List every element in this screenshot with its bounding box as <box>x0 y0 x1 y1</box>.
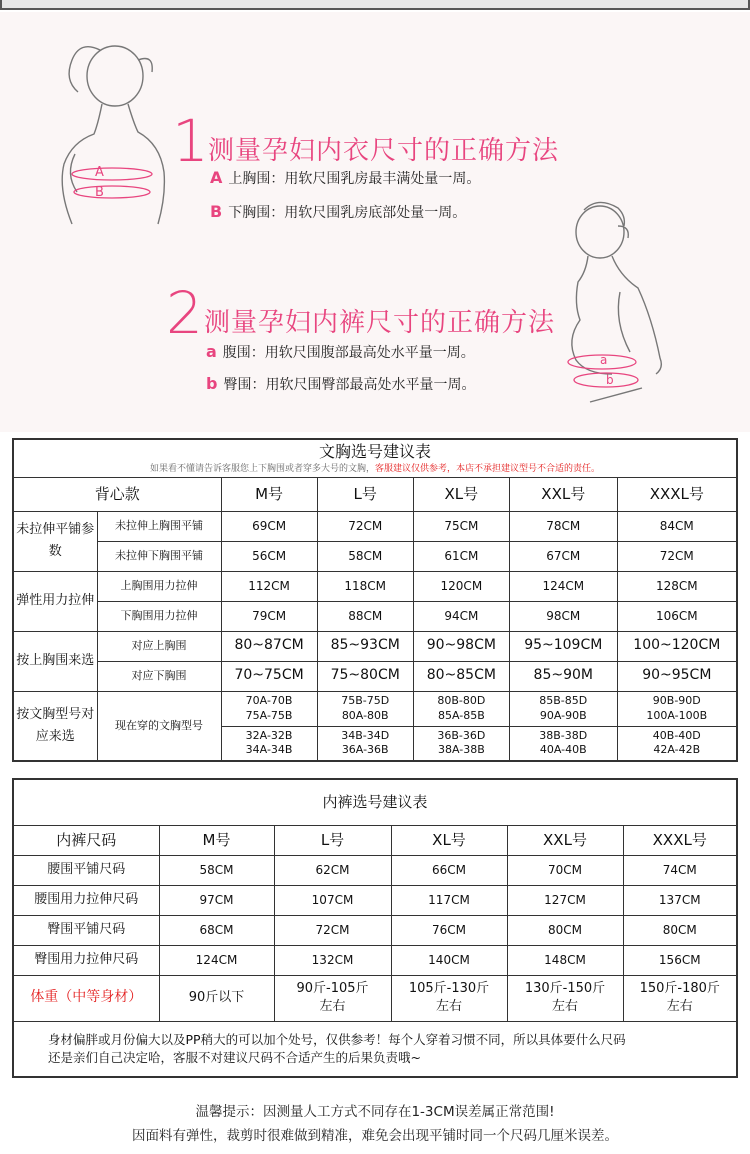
brief-cell: 72CM <box>274 915 391 945</box>
weight-approx: 左右 <box>666 999 693 1014</box>
step2-text-a: 腹围：用软尺围腹部最高处水平量一周。 <box>222 345 475 361</box>
bra-cell: 118CM <box>317 571 413 601</box>
step1-text-b: 下胸围：用软尺围乳房底部处量一周。 <box>228 205 467 221</box>
bra-cell <box>617 691 737 726</box>
brief-cell: 62CM <box>274 855 391 885</box>
bust-measurement-illustration <box>40 34 190 244</box>
bra-cell: 56CM <box>221 541 317 571</box>
bra-cell: 128CM <box>617 571 737 601</box>
bra-size-header: L号 <box>317 477 413 511</box>
cup-range: 100A-100B <box>646 708 708 722</box>
fig1-label-a: A <box>95 165 104 180</box>
brief-table-title: 内裤选号建议表 <box>13 779 737 825</box>
bra-cell: 85~90M <box>509 661 617 691</box>
weight-range: 130斤-150斤 <box>524 981 606 997</box>
bra-cell: 120CM <box>413 571 509 601</box>
weight-cell <box>391 975 507 1021</box>
bra-row-label: 对应下胸围 <box>97 661 221 691</box>
bra-cell: 112CM <box>221 571 317 601</box>
bra-group-label: 按文胸型号对应来选 <box>13 691 97 761</box>
step2-line-a <box>206 342 475 362</box>
bra-cell: 58CM <box>317 541 413 571</box>
cup-range: 85B-85D <box>539 694 588 708</box>
step2-title: 测量孕妇内裤尺寸的正确方法 <box>204 308 556 338</box>
step1-title: 测量孕妇内衣尺寸的正确方法 <box>208 136 560 166</box>
bra-cell: 80~87CM <box>221 631 317 661</box>
bra-size-header: M号 <box>221 477 317 511</box>
tip-line-2: 因面料有弹性，裁剪时很难做到精准，难免会出现平铺时同一个尺码几厘米误差。 <box>132 1128 618 1144</box>
bra-row-label: 未拉伸下胸围平铺 <box>97 541 221 571</box>
bra-cell: 85~93CM <box>317 631 413 661</box>
bra-row-label: 对应上胸围 <box>97 631 221 661</box>
brief-cell: 66CM <box>391 855 507 885</box>
cup-range: 36B-36D <box>437 728 486 742</box>
bra-cell: 106CM <box>617 601 737 631</box>
weight-range: 150斤-180斤 <box>639 981 720 997</box>
bra-cell <box>413 691 509 726</box>
step2-mark-b: b <box>206 374 218 393</box>
brief-size-label: 内裤尺码 <box>13 825 159 855</box>
cup-range: 80A-80B <box>341 708 389 722</box>
measurement-guide <box>0 12 750 432</box>
cup-range: 34A-34B <box>245 743 293 757</box>
cup-range: 34B-34D <box>341 728 390 742</box>
brief-cell: 80CM <box>623 915 737 945</box>
brief-cell: 68CM <box>159 915 274 945</box>
weight-range: 90斤以下 <box>188 990 245 1006</box>
belly-measurement-illustration <box>560 192 680 427</box>
cup-range: 40A-40B <box>539 743 587 757</box>
bra-cell: 90~98CM <box>413 631 509 661</box>
bra-cell <box>509 726 617 761</box>
bra-row-label: 现在穿的文胸型号 <box>97 691 221 761</box>
bra-cell <box>221 691 317 726</box>
weight-approx: 左右 <box>435 999 462 1014</box>
bra-cell <box>509 691 617 726</box>
weight-cell <box>623 975 737 1021</box>
cup-range: 85A-85B <box>437 708 485 722</box>
tip-line-1: 温馨提示：因测量人工方式不同存在1-3CM误差属正常范围! <box>195 1104 555 1120</box>
weight-cell <box>507 975 623 1021</box>
brief-size-table <box>12 778 738 1078</box>
bra-group-label: 弹性用力拉伸 <box>13 571 97 631</box>
bra-cell: 75~80CM <box>317 661 413 691</box>
bra-cell: 90~95CM <box>617 661 737 691</box>
weight-approx: 左右 <box>319 999 346 1014</box>
brief-table-note <box>13 1021 737 1077</box>
cup-range: 38A-38B <box>437 743 485 757</box>
weight-cell <box>274 975 391 1021</box>
bra-size-header: XXXL号 <box>617 477 737 511</box>
bra-subtitle-plain: 如果看不懂请告诉客服您上下胸围或者穿多大号的文胸， <box>149 464 375 475</box>
bra-cell: 84CM <box>617 511 737 541</box>
brief-cell: 76CM <box>391 915 507 945</box>
cup-range: 80B-80D <box>437 694 486 708</box>
cup-range: 40B-40D <box>652 728 701 742</box>
weight-cell <box>159 975 274 1021</box>
step1-number: 1 <box>172 107 209 175</box>
brief-cell: 58CM <box>159 855 274 885</box>
cup-range: 90B-90D <box>652 694 701 708</box>
cup-range: 70A-70B <box>245 694 293 708</box>
bra-cell <box>413 726 509 761</box>
cup-range: 38B-38D <box>539 728 588 742</box>
brief-cell: 124CM <box>159 945 274 975</box>
fig1-label-b: B <box>95 185 104 200</box>
cup-range: 36A-36B <box>341 743 389 757</box>
brief-cell: 97CM <box>159 885 274 915</box>
step1-text-a: 上胸围：用软尺围乳房最丰满处量一周。 <box>228 171 481 187</box>
bra-row-label: 未拉伸上胸围平铺 <box>97 511 221 541</box>
bra-group-label: 未拉伸平铺参数 <box>13 511 97 571</box>
note-line-1: 身材偏胖或月份偏大以及PP稍大的可以加个处号，仅供参考！每个人穿着习惯不同，所以具体要什么尺码 <box>48 1031 626 1047</box>
bra-cell: 72CM <box>617 541 737 571</box>
step1-mark-a: A <box>210 168 223 187</box>
bra-cell: 94CM <box>413 601 509 631</box>
bra-cell: 88CM <box>317 601 413 631</box>
bra-size-header: XL号 <box>413 477 509 511</box>
step1-line-b <box>210 202 466 222</box>
bra-cell: 72CM <box>317 511 413 541</box>
bra-cell: 69CM <box>221 511 317 541</box>
brief-cell: 74CM <box>623 855 737 885</box>
bra-cell: 98CM <box>509 601 617 631</box>
step1-line-a <box>210 168 480 188</box>
bra-table-title: 文胸选号建议表 <box>13 439 737 463</box>
step2-mark-a: a <box>206 342 217 361</box>
bra-cell: 70~75CM <box>221 661 317 691</box>
fig2-label-a: a <box>600 353 608 367</box>
weight-approx: 左右 <box>551 999 578 1014</box>
bra-row-label: 下胸围用力拉伸 <box>97 601 221 631</box>
bra-cell: 95~109CM <box>509 631 617 661</box>
bra-cell <box>317 691 413 726</box>
bra-cell <box>317 726 413 761</box>
bra-cell <box>221 726 317 761</box>
brief-row-label: 腰围平铺尺码 <box>13 855 159 885</box>
bra-subtitle-red: 客服建议仅供参考，本店不承担建议型号不合适的责任。 <box>375 464 601 475</box>
brief-cell: 148CM <box>507 945 623 975</box>
cup-range: 75B-75D <box>341 694 390 708</box>
fig2-label-b: b <box>606 373 614 387</box>
bra-table-subtitle <box>13 463 737 477</box>
bra-cell <box>617 726 737 761</box>
step2-line-b <box>206 374 475 394</box>
bra-cell: 75CM <box>413 511 509 541</box>
bra-cell: 67CM <box>509 541 617 571</box>
cup-range: 90A-90B <box>539 708 587 722</box>
brief-cell: 156CM <box>623 945 737 975</box>
brief-cell: 137CM <box>623 885 737 915</box>
bra-group-label: 按上胸围来选 <box>13 631 97 691</box>
bra-cell: 124CM <box>509 571 617 601</box>
bra-cell: 79CM <box>221 601 317 631</box>
bra-style-label: 背心款 <box>13 477 221 511</box>
weight-range: 105斤-130斤 <box>408 981 490 997</box>
step2-number: 2 <box>166 279 203 347</box>
brief-size-header: XXXL号 <box>623 825 737 855</box>
brief-size-header: M号 <box>159 825 274 855</box>
weight-range: 90斤-105斤 <box>296 981 369 997</box>
brief-cell: 117CM <box>391 885 507 915</box>
bra-cell: 100~120CM <box>617 631 737 661</box>
cup-range: 75A-75B <box>245 708 293 722</box>
top-divider-bar <box>0 0 750 10</box>
brief-cell: 127CM <box>507 885 623 915</box>
brief-cell: 70CM <box>507 855 623 885</box>
note-line-2: 还是亲们自己决定哈，客服不对建议尺码不合适产生的后果负责哦~ <box>48 1049 421 1065</box>
cup-range: 42A-42B <box>653 743 701 757</box>
brief-cell: 132CM <box>274 945 391 975</box>
bra-cell: 78CM <box>509 511 617 541</box>
brief-size-header: XXL号 <box>507 825 623 855</box>
brief-cell: 140CM <box>391 945 507 975</box>
brief-cell: 80CM <box>507 915 623 945</box>
bra-cell: 80~85CM <box>413 661 509 691</box>
brief-size-header: L号 <box>274 825 391 855</box>
brief-row-label: 臀围平铺尺码 <box>13 915 159 945</box>
brief-cell: 107CM <box>274 885 391 915</box>
bra-row-label: 上胸围用力拉伸 <box>97 571 221 601</box>
weight-row-label: 体重（中等身材） <box>13 975 159 1021</box>
step2-text-b: 臀围：用软尺围臀部最高处水平量一周。 <box>223 377 476 393</box>
brief-row-label: 臀围用力拉伸尺码 <box>13 945 159 975</box>
brief-row-label: 腰围用力拉伸尺码 <box>13 885 159 915</box>
bra-size-header: XXL号 <box>509 477 617 511</box>
brief-size-header: XL号 <box>391 825 507 855</box>
step1-mark-b: B <box>210 202 223 221</box>
cup-range: 32A-32B <box>245 728 293 742</box>
bra-cell: 61CM <box>413 541 509 571</box>
bra-size-table <box>12 438 738 762</box>
